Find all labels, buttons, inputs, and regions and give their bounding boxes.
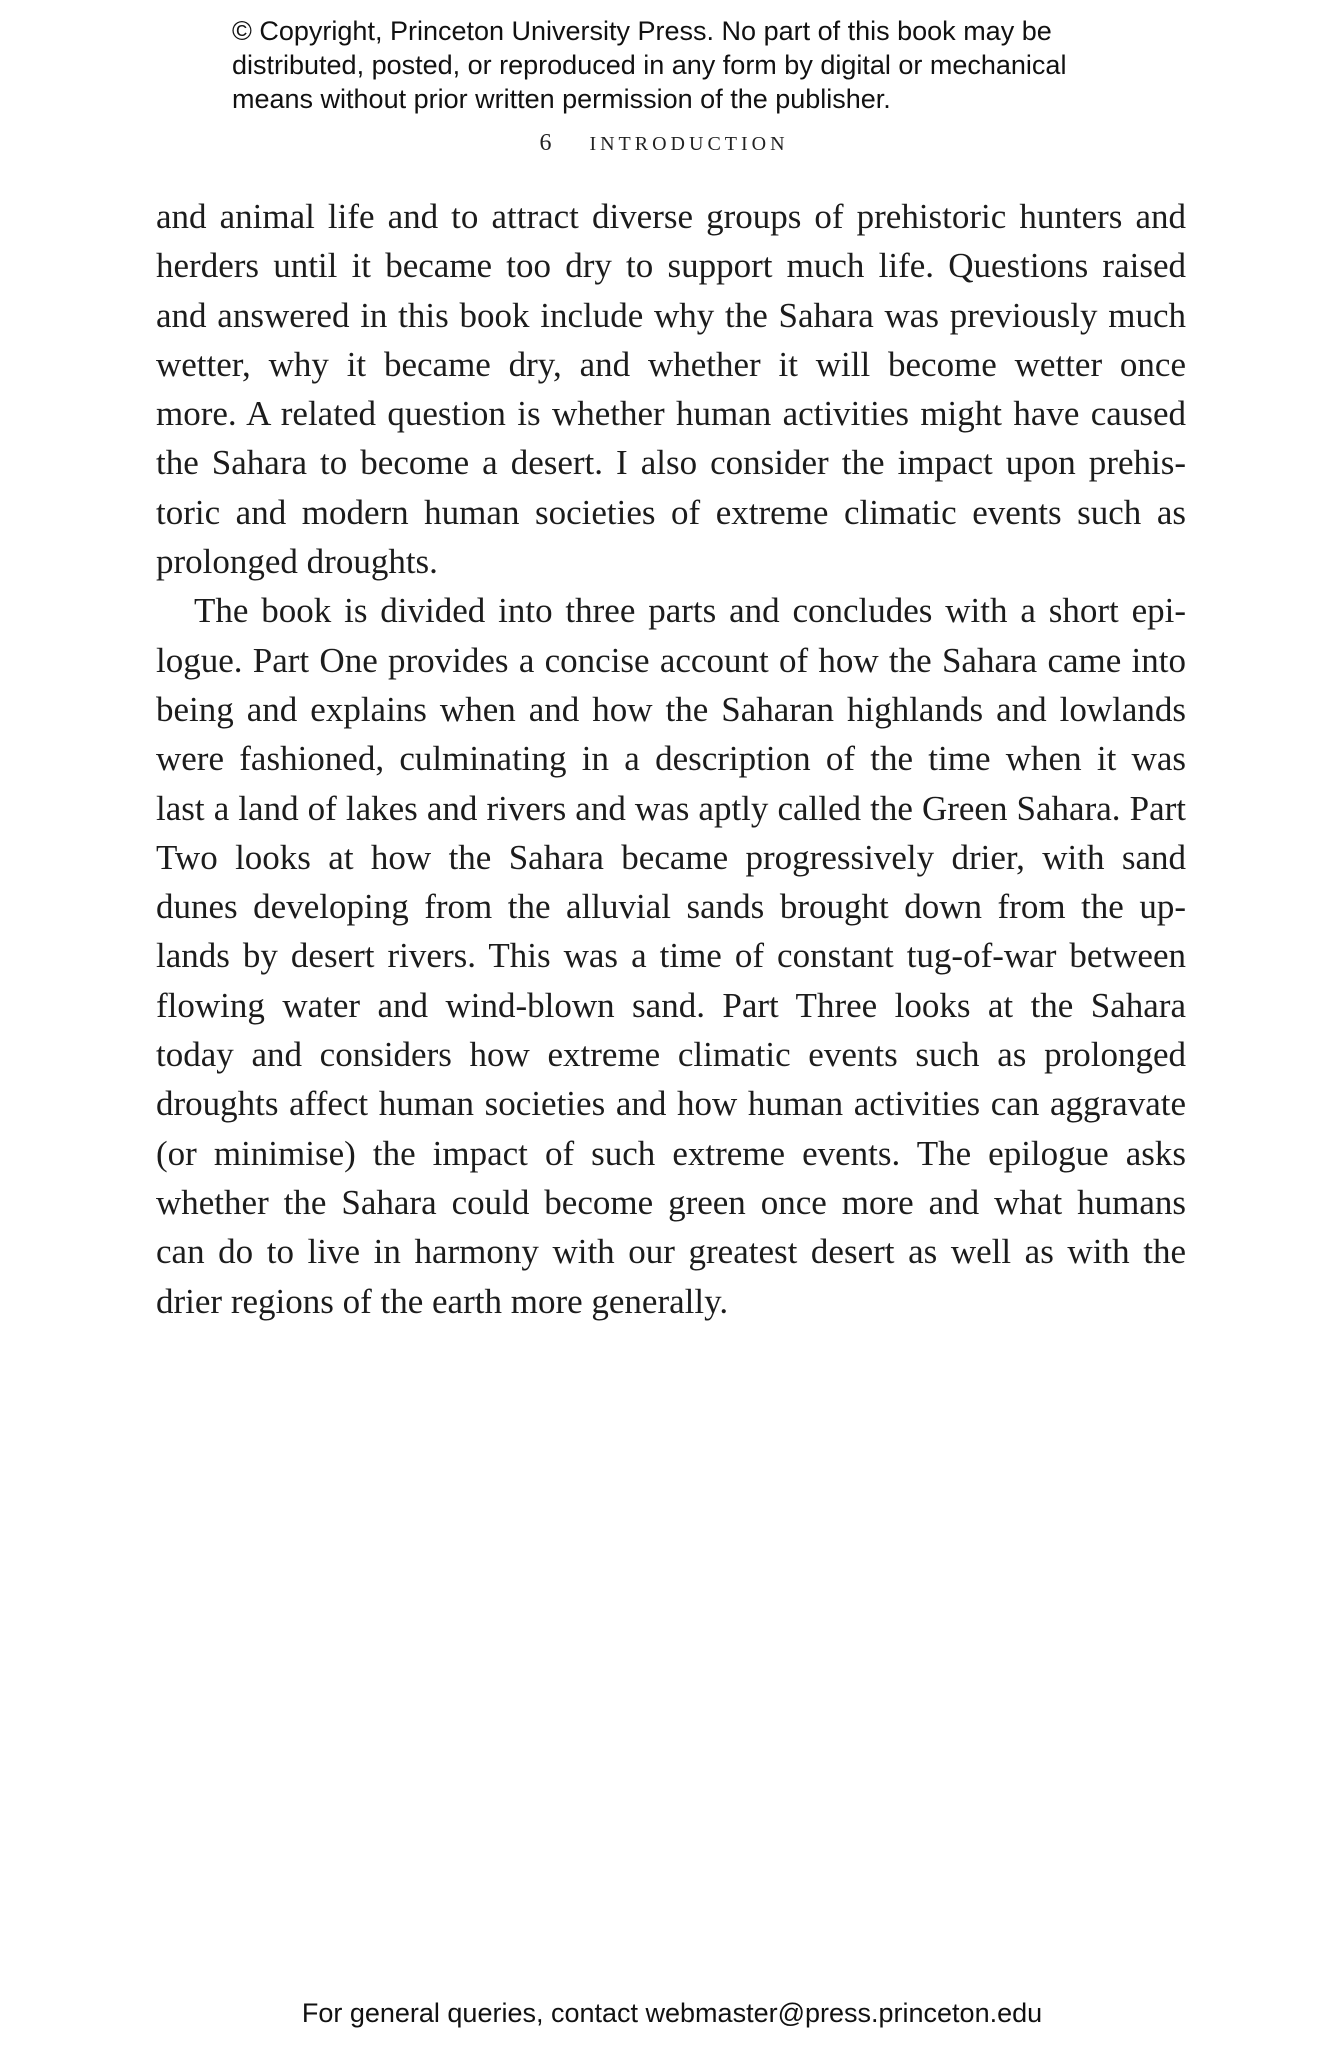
text-line: The book is divided into three parts and concludes with a short epi-: [194, 591, 1186, 631]
text-line: the Sahara to become a desert. I also consider the impact upon prehis-: [156, 443, 1186, 483]
text-line: today and considers how extreme climatic events such as prolonged: [156, 1035, 1186, 1075]
text-line: being and explains when and how the Saharan highlands and lowlands: [156, 689, 1186, 729]
text-line: herders until it became too dry to support much life. Questions raised: [156, 246, 1186, 286]
text-line: lands by desert rivers. This was a time of constant tug-of-war between: [156, 936, 1186, 976]
text-line: dunes developing from the alluvial sands brought down from the up-: [156, 887, 1186, 927]
copyright-line: means without prior written permission of the publisher.: [232, 84, 891, 114]
copyright-notice: [232, 14, 1232, 116]
text-line: Two looks at how the Sahara became progressively drier, with sand: [156, 837, 1186, 877]
page-number: 6: [539, 130, 552, 156]
text-line: more. A related question is whether human activities might have caused: [156, 394, 1186, 434]
text-line: flowing water and wind-blown sand. Part Three looks at the Sahara: [156, 985, 1186, 1025]
text-line: last a land of lakes and rivers and was aptly called the Green Sahara. Part: [156, 788, 1186, 828]
body-text: [156, 192, 1186, 1326]
footer-contact: For general queries, contact webmaster@press.princeton.edu: [301, 1998, 1043, 2028]
copyright-line: © Copyright, Princeton University Press. No part of this book may be: [232, 16, 1052, 46]
text-line: (or minimise) the impact of such extreme events. The epilogue asks: [156, 1133, 1186, 1173]
text-line: wetter, why it became dry, and whether it will become wetter once: [156, 344, 1186, 384]
text-line: and answered in this book include why the Sahara was previously much: [156, 295, 1186, 335]
text-line: logue. Part One provides a concise account of how the Sahara came into: [156, 640, 1186, 680]
text-line: can do to live in harmony with our greatest desert as well as with the: [156, 1232, 1186, 1272]
running-title: INTRODUCTION: [589, 133, 789, 155]
text-line: whether the Sahara could become green once more and what humans: [156, 1182, 1186, 1222]
text-line: drier regions of the earth more generally.: [156, 1281, 729, 1321]
paragraph-2: [156, 586, 1186, 1325]
copyright-line: distributed, posted, or reproduced in any form by digital or mechanical: [232, 50, 1067, 80]
text-line: and animal life and to attract diverse groups of prehistoric hunters and: [156, 197, 1186, 236]
text-line: toric and modern human societies of extreme climatic events such as: [156, 492, 1186, 532]
text-line: prolonged droughts.: [156, 542, 438, 582]
text-line: were fashioned, culminating in a description of the time when it was: [156, 739, 1186, 779]
text-line: droughts affect human societies and how human activities can aggravate: [156, 1084, 1186, 1124]
paragraph-1: [156, 192, 1186, 586]
running-head: [0, 128, 1344, 159]
